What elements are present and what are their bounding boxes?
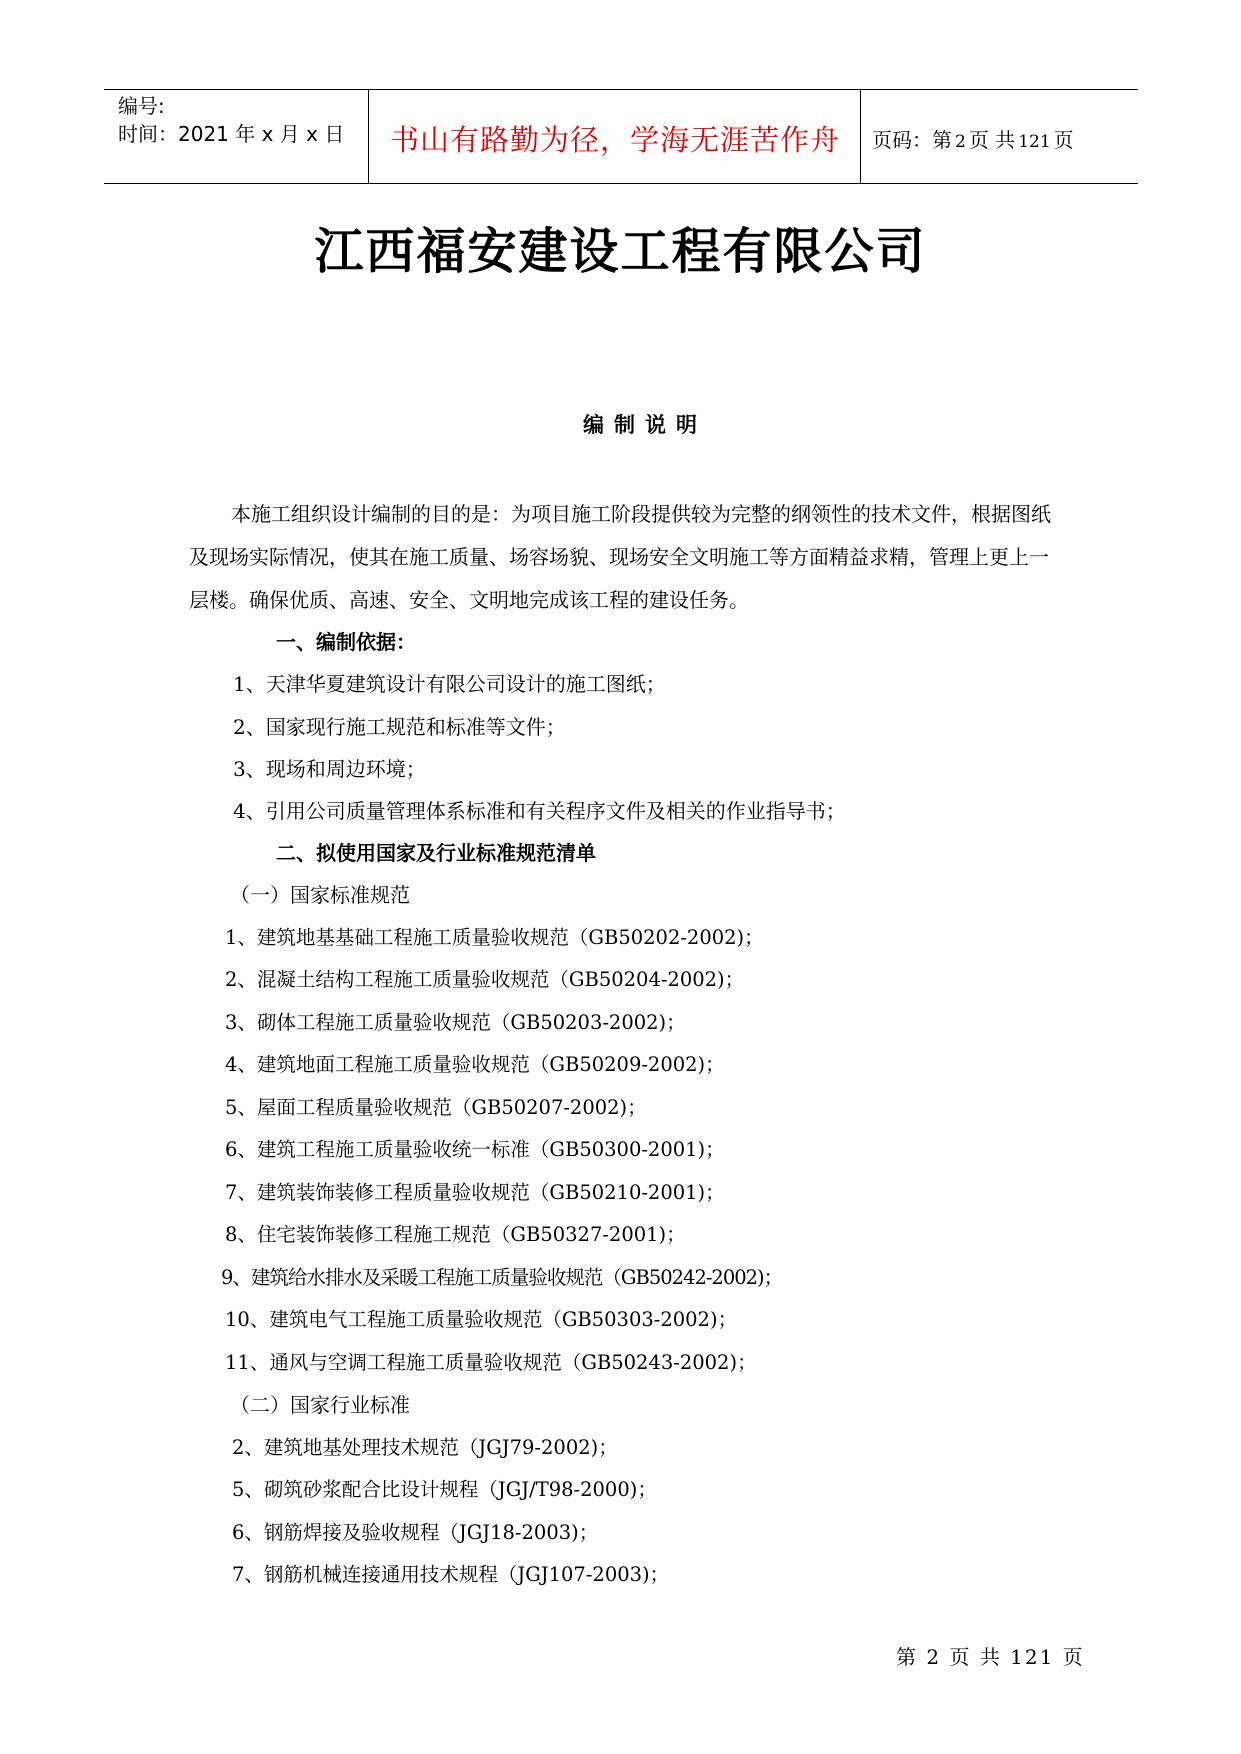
page-total: 121 — [1018, 132, 1051, 152]
basis-item: 2、国家现行施工规范和标准等文件； — [233, 715, 566, 739]
header-divider-right — [860, 90, 861, 183]
industry-standard-item: 5、砌筑砂浆配合比设计规程（JGJ/T98-2000)； — [232, 1478, 657, 1501]
national-standard-item: 2、混凝土结构工程施工质量验收规范（GB50204-2002)； — [225, 968, 745, 991]
page-middle: 页 共 — [968, 128, 1016, 152]
national-standard-item: 4、建筑地面工程施工质量验收规范（GB50209-2002)； — [225, 1053, 725, 1076]
national-standard-item: 8、住宅装饰装修工程施工规范（GB50327-2001)； — [225, 1223, 686, 1246]
page-footer: 第 2 页 共 121 页 — [896, 1645, 1085, 1669]
basis-item: 3、现场和周边环境； — [233, 757, 426, 781]
header-bottom-rule — [104, 183, 1138, 184]
standards-heading: 二、拟使用国家及行业标准规范清单 — [276, 841, 596, 865]
basis-item: 4、引用公司质量管理体系标准和有关程序文件及相关的作业指导书； — [233, 799, 846, 823]
national-standard-item: 1、建筑地基基础工程施工质量验收规范（GB50202-2002)； — [225, 926, 764, 949]
basis-item: 1、天津华夏建筑设计有限公司设计的施工图纸； — [233, 672, 666, 696]
industry-standard-item: 2、建筑地基处理技术规范（JGJ79-2002)； — [232, 1436, 618, 1459]
national-standards-heading: （一）国家标准规范 — [230, 883, 410, 907]
page-prefix: 页码：第 — [872, 128, 952, 152]
document-time: 时间：2021 年 x 月 x 日 — [118, 122, 345, 146]
national-standard-item: 11、通风与空调工程施工质量验收规范（GB50243-2002)； — [225, 1351, 757, 1374]
page-suffix: 页 — [1053, 128, 1074, 152]
header-meta — [118, 92, 368, 148]
national-standard-item: 3、砌体工程施工质量验收规范（GB50203-2002)； — [225, 1011, 686, 1034]
industry-standard-item: 6、钢筋焊接及验收规程（JGJ18-2003)； — [232, 1521, 599, 1544]
national-standard-item: 6、建筑工程施工质量验收统一标准（GB50300-2001)； — [225, 1138, 725, 1161]
national-standard-item: 9、建筑给水排水及采暖工程施工质量验收规范（GB50242-2002)； — [221, 1266, 783, 1289]
header-top-rule — [104, 89, 1138, 90]
company-name: 江西福安建设工程有限公司 — [314, 223, 927, 280]
industry-standards-heading: （二）国家行业标准 — [230, 1393, 410, 1417]
intro-text: 本施工组织设计编制的目的是：为项目施工阶段提供较为完整的纲领性的技术文件，根据图纸及现场实际情况，使其在施工质量、场容场貌、现场安全文明施工等方面精益求精，管理上更上一层楼。确保优质、高速、安全、文明地完成该工程的建设任务。 — [189, 502, 1051, 612]
national-standard-item: 5、屋面工程质量验收规范（GB50207-2002)； — [225, 1096, 647, 1119]
industry-standard-item: 7、钢筋机械连接通用技术规程（JGJ107-2003)； — [232, 1563, 670, 1586]
national-standard-item: 10、建筑电气工程施工质量验收规范（GB50303-2002)； — [225, 1308, 738, 1331]
document-number-label: 编号: — [118, 94, 165, 118]
national-standard-item: 7、建筑装饰装修工程质量验收规范（GB50210-2001)； — [225, 1181, 725, 1204]
intro-paragraph — [189, 493, 1065, 622]
section-title: 编制说明 — [583, 413, 707, 437]
basis-heading: 一、编制依据： — [276, 630, 416, 654]
page-current: 2 — [955, 132, 966, 152]
header-motto: 书山有路勤为径，学海无涯苦作舟 — [389, 123, 840, 157]
header-page-indicator — [872, 124, 1074, 153]
header-divider-left — [368, 90, 369, 183]
